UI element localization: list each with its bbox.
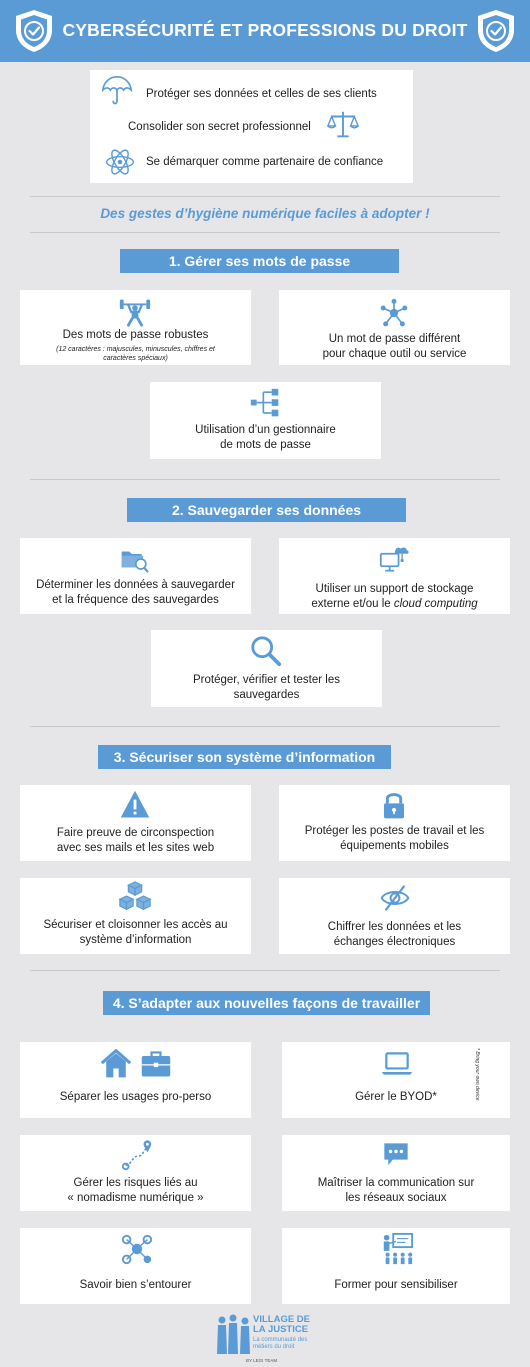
- divider: [30, 196, 500, 197]
- card-label: pour chaque outil ou service: [322, 348, 467, 360]
- advice-card: [279, 878, 510, 954]
- network-nodes-icon: [379, 298, 409, 328]
- card-sublabel: (12 caractères : majuscules, minuscules, chiffres et: [56, 346, 215, 353]
- shield-check-icon: [12, 8, 56, 54]
- logo-tagline: La communauté des métiers du droit: [253, 1337, 308, 1350]
- advice-card: [282, 1228, 510, 1304]
- divider: [30, 970, 500, 971]
- intro-box: [90, 70, 413, 183]
- card-label: sauvegardes: [233, 689, 300, 701]
- card-label: Savoir bien s’entourer: [79, 1279, 192, 1291]
- card-label: Sécuriser et cloisonner les accès au: [43, 919, 228, 931]
- logo-text-line1: VILLAGE DE: [253, 1314, 311, 1325]
- advice-card: [151, 630, 382, 707]
- laptop-icon: [380, 1048, 414, 1080]
- header-banner: [0, 0, 530, 62]
- card-label: Utiliser un support de stockage: [315, 583, 474, 595]
- card-label: de mots de passe: [220, 439, 311, 451]
- house-icon: [100, 1048, 132, 1080]
- advice-card: [20, 290, 251, 365]
- advice-card: [20, 538, 251, 614]
- route-pin-icon: [120, 1139, 154, 1173]
- card-label-text: externe et/ou le cloud computing: [311, 598, 478, 610]
- intro-item-text: Se démarquer comme partenaire de confiance: [146, 156, 384, 168]
- advice-card: [20, 1135, 251, 1211]
- card-label: équipements mobiles: [340, 840, 449, 852]
- card-label: Protéger les postes de travail et les: [304, 825, 485, 837]
- village-de-la-justice-logo: [216, 1312, 316, 1364]
- divider: [30, 232, 500, 233]
- scales-icon: [326, 108, 360, 142]
- padlock-icon: [379, 789, 409, 821]
- logo-text-line2: LA JUSTICE: [253, 1324, 309, 1335]
- card-label: Gérer le BYOD*: [355, 1091, 437, 1103]
- logo-byline: BY LEGI TEAM: [246, 1358, 278, 1363]
- teacher-board-icon: [380, 1232, 414, 1266]
- advice-card: [279, 290, 510, 365]
- card-label: Maîtriser la communication sur: [317, 1177, 475, 1189]
- eye-slash-icon: [379, 882, 411, 914]
- advice-card: [279, 538, 510, 614]
- atom-icon: [104, 146, 136, 178]
- briefcase-icon: [140, 1048, 172, 1080]
- card-label: [285, 597, 504, 612]
- section-title: 4. S’adapter aux nouvelles façons de travailler: [103, 991, 430, 1015]
- advice-card: [282, 1135, 510, 1211]
- weightlifter-icon: [118, 294, 152, 328]
- cloud-computer-icon: [379, 544, 411, 576]
- advice-card: [150, 382, 381, 459]
- divider: [30, 479, 500, 480]
- umbrella-icon: [100, 74, 134, 108]
- people-silhouettes-icon: [216, 1314, 252, 1358]
- shield-check-icon: [474, 8, 518, 54]
- card-label: Chiffrer les données et les: [327, 921, 462, 933]
- advice-card: [20, 1228, 251, 1304]
- advice-card: [279, 785, 510, 861]
- card-label: les réseaux sociaux: [345, 1192, 447, 1204]
- chat-bubble-icon: [382, 1141, 410, 1169]
- card-label: Un mot de passe différent: [328, 333, 461, 345]
- section-title: 2. Sauvegarder ses données: [127, 498, 406, 522]
- folder-search-icon: [120, 544, 150, 574]
- advice-card: [20, 785, 251, 861]
- footnote: * Bring your own device: [474, 1048, 480, 1101]
- card-label: Gérer les risques liés au: [73, 1177, 198, 1189]
- card-label: Séparer les usages pro-perso: [59, 1091, 212, 1103]
- intro-item-text: Consolider son secret professionnel: [128, 121, 311, 133]
- section-title: 1. Gérer ses mots de passe: [120, 249, 399, 273]
- card-label: avec ses mails et les sites web: [56, 842, 215, 854]
- divider: [30, 726, 500, 727]
- advice-card: [20, 1042, 251, 1118]
- warning-icon: [118, 789, 152, 821]
- card-label: Faire preuve de circonspection: [56, 827, 215, 839]
- subtitle: Des gestes d’hygiène numérique faciles à adopter !: [100, 206, 430, 221]
- card-label: Former pour sensibiliser: [334, 1279, 458, 1291]
- intro-item-text: Protéger ses données et celles de ses clients: [146, 88, 377, 100]
- people-network-icon: [120, 1232, 154, 1266]
- card-label: échanges électroniques: [333, 936, 456, 948]
- card-label: Déterminer les données à sauvegarder: [36, 579, 235, 591]
- section-title: 3. Sécuriser son système d’information: [98, 745, 391, 769]
- page-title: CYBERSÉCURITÉ ET PROFESSIONS DU DROIT: [62, 20, 468, 40]
- card-sublabel: caractères spéciaux): [103, 355, 168, 362]
- card-label: et la fréquence des sauvegardes: [52, 594, 219, 606]
- card-label: système d’information: [79, 934, 192, 946]
- magnifier-icon: [249, 634, 283, 668]
- hierarchy-icon: [250, 388, 280, 418]
- cloud-computing-emphasis: cloud computing: [393, 598, 478, 610]
- advice-card: [20, 878, 251, 954]
- cubes-icon: [118, 880, 152, 914]
- card-label: « nomadisme numérique »: [67, 1192, 204, 1204]
- card-label: Des mots de passe robustes: [62, 329, 209, 341]
- card-label: Utilisation d’un gestionnaire: [195, 424, 336, 436]
- card-label: Protéger, vérifier et tester les: [192, 674, 340, 686]
